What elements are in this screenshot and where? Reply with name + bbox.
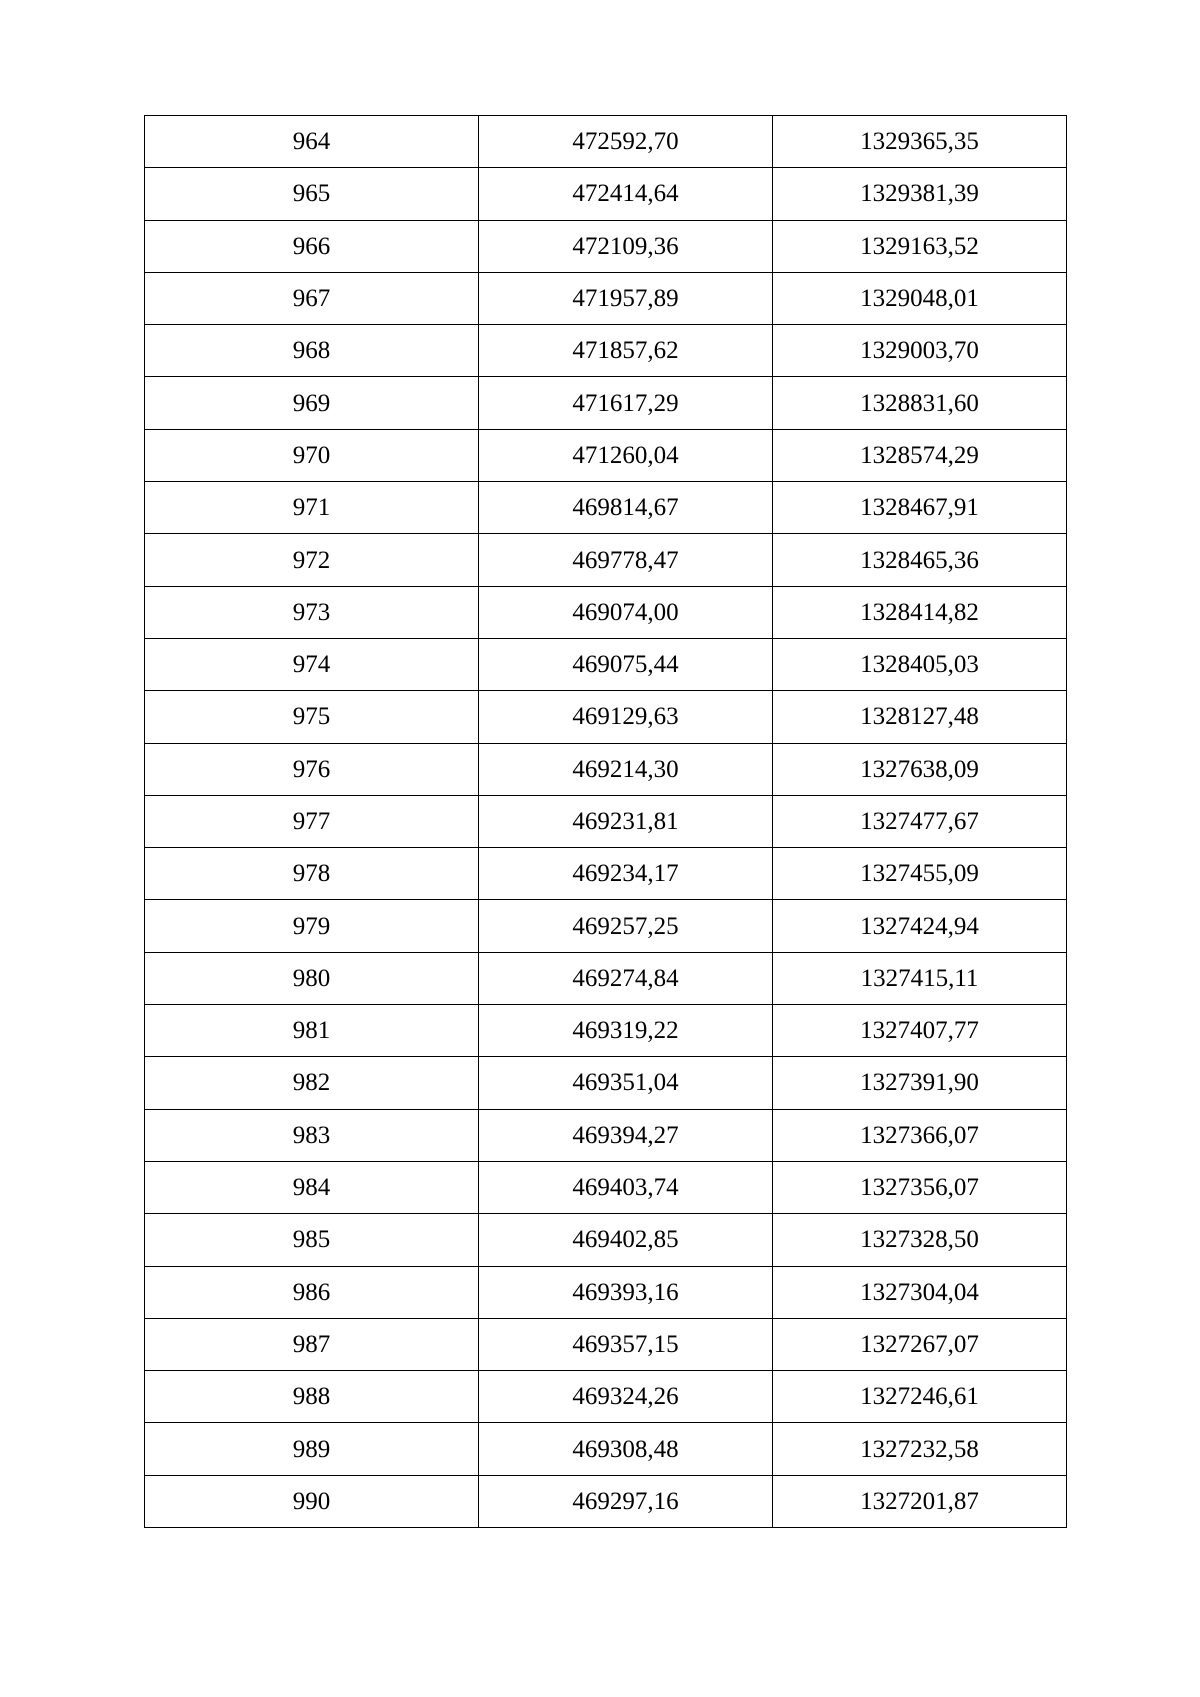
x-coordinate-cell: 469357,15 [479, 1318, 773, 1370]
table-row [145, 1371, 1067, 1423]
point-number-cell: 978 [145, 848, 479, 900]
x-coordinate-cell: 469319,22 [479, 1005, 773, 1057]
table-row [145, 1423, 1067, 1475]
table-row [145, 1005, 1067, 1057]
x-coordinate-cell: 472592,70 [479, 116, 773, 168]
y-coordinate-cell: 1328414,82 [773, 586, 1067, 638]
point-number-cell: 967 [145, 272, 479, 324]
table-row [145, 377, 1067, 429]
x-coordinate-cell: 469394,27 [479, 1109, 773, 1161]
point-number-cell: 977 [145, 795, 479, 847]
table-row [145, 1109, 1067, 1161]
x-coordinate-cell: 469074,00 [479, 586, 773, 638]
y-coordinate-cell: 1327304,04 [773, 1266, 1067, 1318]
table-row [145, 952, 1067, 1004]
y-coordinate-cell: 1328467,91 [773, 482, 1067, 534]
x-coordinate-cell: 469308,48 [479, 1423, 773, 1475]
y-coordinate-cell: 1328127,48 [773, 691, 1067, 743]
point-number-cell: 974 [145, 638, 479, 690]
point-number-cell: 985 [145, 1214, 479, 1266]
x-coordinate-cell: 469297,16 [479, 1475, 773, 1527]
y-coordinate-cell: 1327424,94 [773, 900, 1067, 952]
point-number-cell: 966 [145, 220, 479, 272]
y-coordinate-cell: 1327391,90 [773, 1057, 1067, 1109]
point-number-cell: 988 [145, 1371, 479, 1423]
y-coordinate-cell: 1327477,67 [773, 795, 1067, 847]
y-coordinate-cell: 1327232,58 [773, 1423, 1067, 1475]
y-coordinate-cell: 1329365,35 [773, 116, 1067, 168]
x-coordinate-cell: 471617,29 [479, 377, 773, 429]
coordinates-table [144, 115, 1067, 1528]
table-row [145, 795, 1067, 847]
x-coordinate-cell: 469231,81 [479, 795, 773, 847]
x-coordinate-cell: 472109,36 [479, 220, 773, 272]
point-number-cell: 970 [145, 429, 479, 481]
point-number-cell: 971 [145, 482, 479, 534]
point-number-cell: 969 [145, 377, 479, 429]
x-coordinate-cell: 469129,63 [479, 691, 773, 743]
table-row [145, 1057, 1067, 1109]
y-coordinate-cell: 1327201,87 [773, 1475, 1067, 1527]
x-coordinate-cell: 471857,62 [479, 325, 773, 377]
table-row [145, 1475, 1067, 1527]
x-coordinate-cell: 469403,74 [479, 1161, 773, 1213]
point-number-cell: 973 [145, 586, 479, 638]
table-row [145, 116, 1067, 168]
y-coordinate-cell: 1328405,03 [773, 638, 1067, 690]
point-number-cell: 975 [145, 691, 479, 743]
y-coordinate-cell: 1327455,09 [773, 848, 1067, 900]
table-row [145, 586, 1067, 638]
point-number-cell: 986 [145, 1266, 479, 1318]
y-coordinate-cell: 1327407,77 [773, 1005, 1067, 1057]
table-row [145, 272, 1067, 324]
y-coordinate-cell: 1327246,61 [773, 1371, 1067, 1423]
x-coordinate-cell: 469257,25 [479, 900, 773, 952]
point-number-cell: 979 [145, 900, 479, 952]
point-number-cell: 984 [145, 1161, 479, 1213]
point-number-cell: 982 [145, 1057, 479, 1109]
point-number-cell: 981 [145, 1005, 479, 1057]
coordinates-table-body [145, 116, 1067, 1528]
point-number-cell: 972 [145, 534, 479, 586]
table-row [145, 429, 1067, 481]
x-coordinate-cell: 469814,67 [479, 482, 773, 534]
table-row [145, 691, 1067, 743]
table-row [145, 848, 1067, 900]
x-coordinate-cell: 469351,04 [479, 1057, 773, 1109]
x-coordinate-cell: 469393,16 [479, 1266, 773, 1318]
point-number-cell: 989 [145, 1423, 479, 1475]
y-coordinate-cell: 1329163,52 [773, 220, 1067, 272]
y-coordinate-cell: 1327415,11 [773, 952, 1067, 1004]
y-coordinate-cell: 1327638,09 [773, 743, 1067, 795]
x-coordinate-cell: 469402,85 [479, 1214, 773, 1266]
y-coordinate-cell: 1328574,29 [773, 429, 1067, 481]
table-row [145, 220, 1067, 272]
y-coordinate-cell: 1329048,01 [773, 272, 1067, 324]
point-number-cell: 980 [145, 952, 479, 1004]
table-row [145, 1161, 1067, 1213]
point-number-cell: 976 [145, 743, 479, 795]
point-number-cell: 987 [145, 1318, 479, 1370]
point-number-cell: 968 [145, 325, 479, 377]
y-coordinate-cell: 1328465,36 [773, 534, 1067, 586]
y-coordinate-cell: 1329003,70 [773, 325, 1067, 377]
x-coordinate-cell: 469075,44 [479, 638, 773, 690]
y-coordinate-cell: 1327366,07 [773, 1109, 1067, 1161]
point-number-cell: 965 [145, 168, 479, 220]
y-coordinate-cell: 1327267,07 [773, 1318, 1067, 1370]
x-coordinate-cell: 471957,89 [479, 272, 773, 324]
x-coordinate-cell: 469214,30 [479, 743, 773, 795]
point-number-cell: 983 [145, 1109, 479, 1161]
point-number-cell: 990 [145, 1475, 479, 1527]
x-coordinate-cell: 472414,64 [479, 168, 773, 220]
table-row [145, 168, 1067, 220]
table-row [145, 1266, 1067, 1318]
y-coordinate-cell: 1327356,07 [773, 1161, 1067, 1213]
y-coordinate-cell: 1329381,39 [773, 168, 1067, 220]
x-coordinate-cell: 469234,17 [479, 848, 773, 900]
x-coordinate-cell: 469274,84 [479, 952, 773, 1004]
y-coordinate-cell: 1328831,60 [773, 377, 1067, 429]
table-row [145, 1214, 1067, 1266]
table-row [145, 534, 1067, 586]
y-coordinate-cell: 1327328,50 [773, 1214, 1067, 1266]
table-row [145, 900, 1067, 952]
table-row [145, 638, 1067, 690]
table-row [145, 325, 1067, 377]
table-row [145, 743, 1067, 795]
point-number-cell: 964 [145, 116, 479, 168]
table-row [145, 1318, 1067, 1370]
x-coordinate-cell: 469324,26 [479, 1371, 773, 1423]
table-row [145, 482, 1067, 534]
x-coordinate-cell: 469778,47 [479, 534, 773, 586]
x-coordinate-cell: 471260,04 [479, 429, 773, 481]
